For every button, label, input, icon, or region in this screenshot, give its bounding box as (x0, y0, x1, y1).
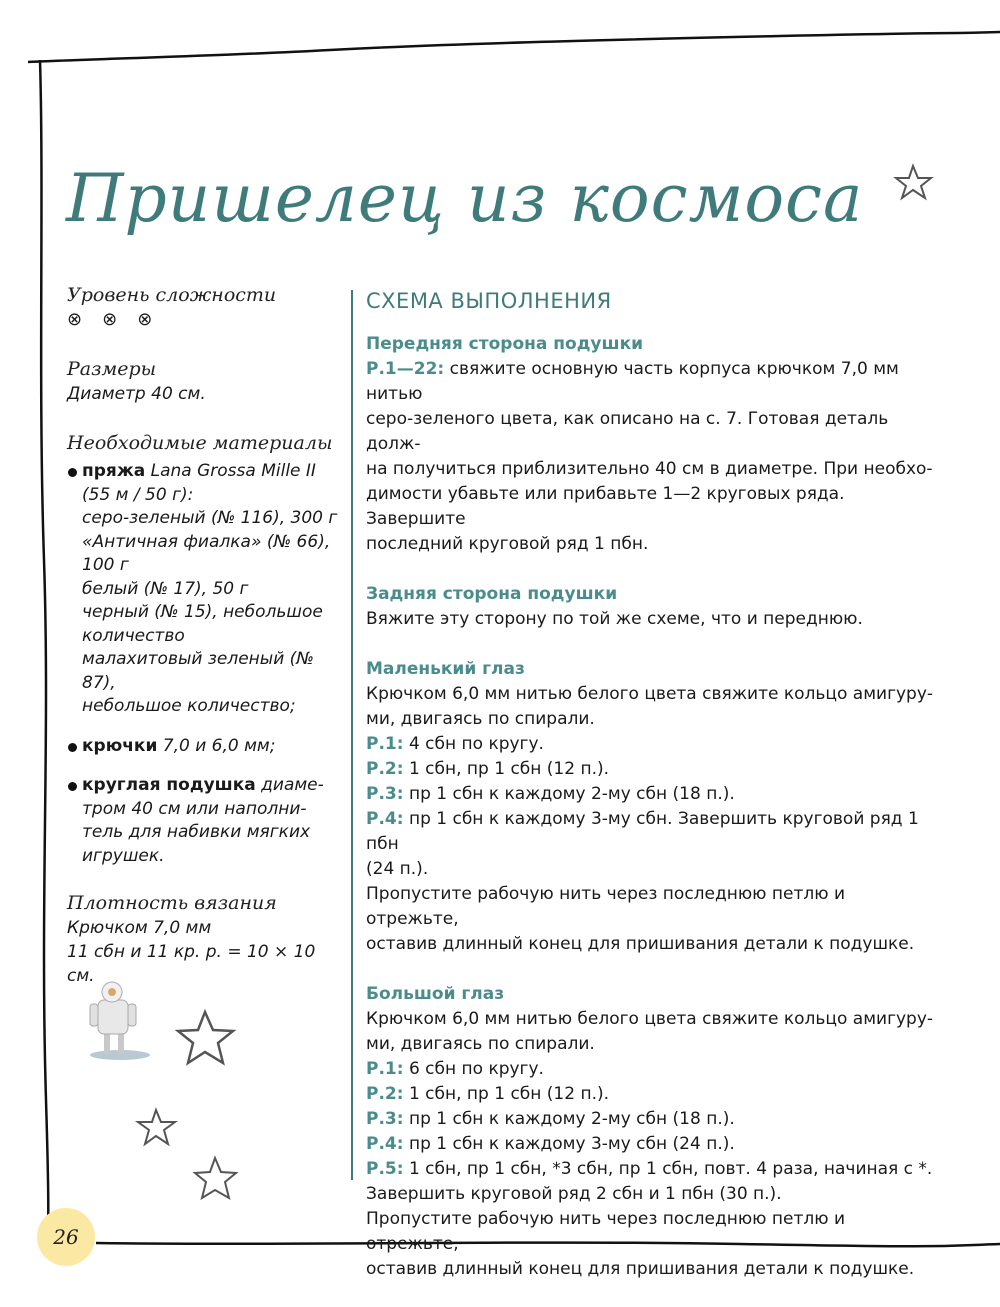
column-divider (351, 290, 353, 1180)
section-title: СХЕМА ВЫПОЛНЕНИЯ (366, 289, 612, 313)
yarn-line: небольшое количество; (82, 696, 296, 716)
materials-heading: Необходимые материалы (67, 432, 333, 454)
yarn-line: «Античная фиалка» (№ 66), (82, 531, 331, 552)
hooks-label: крючки (82, 735, 158, 756)
pillow-line: диаме- (255, 775, 324, 795)
difficulty-heading: Уровень сложности (67, 284, 277, 306)
gauge-line: Крючком 7,0 мм (67, 918, 212, 938)
big-eye-outro: оставив длинный конец для пришивания детали к подушке. (366, 1259, 915, 1279)
big-eye-intro: ми, двигаясь по спирали. (366, 1034, 595, 1054)
big-eye-intro: Крючком 6,0 мм нитью белого цвета свяжите кольцо амигуру- (366, 1009, 934, 1029)
row-text: 6 сбн по кругу. (403, 1059, 544, 1079)
right-column (366, 284, 938, 1307)
row-label: Р.4: (366, 809, 404, 829)
star-icon (178, 1012, 233, 1063)
yarn-line: Lana Grossa Mille II (145, 461, 316, 481)
page-number: 26 (37, 1208, 95, 1266)
small-eye-outro: оставив длинный конец для пришивания детали к подушке. (366, 934, 915, 954)
row-text: 1 сбн, пр 1 сбн (12 п.). (403, 759, 610, 779)
star-icon (896, 166, 931, 198)
front-line: последний круговой ряд 1 пбн. (366, 534, 649, 554)
row-text: 4 сбн по кругу. (403, 734, 544, 754)
front-line: на получиться приблизительно 40 см в диаметре. При необхо- (366, 459, 933, 479)
row-text: пр 1 сбн к каждому 3-му сбн (24 п.). (403, 1134, 735, 1154)
row-continuation: (24 п.). (366, 859, 429, 879)
yarn-line: белый (№ 17), 50 г (82, 578, 249, 599)
page-title: Пришелец из космоса (66, 160, 864, 237)
row-label: Р.1: (366, 734, 404, 754)
back-text: Вяжите эту сторону по той же схеме, что и переднюю. (366, 609, 863, 629)
yarn-line: черный (№ 15), небольшое (82, 602, 323, 622)
row-label: Р.4: (366, 1134, 404, 1154)
row-label: Р.1: (366, 1059, 404, 1079)
small-eye-intro: Крючком 6,0 мм нитью белого цвета свяжите кольцо амигуру- (366, 684, 934, 704)
difficulty-mark-icon: ⊗ (67, 309, 83, 330)
row-text: пр 1 сбн к каждому 3-му сбн. Завершить круговой ряд 1 пбн (366, 809, 919, 854)
difficulty-marks (67, 310, 347, 330)
materials-pillow (67, 774, 347, 868)
row-label: Р.2: (366, 1084, 404, 1104)
gauge-line: 11 сбн и 11 кр. р. = 10 × 10 см. (67, 942, 316, 986)
yarn-line: малахитовый зеленый (№ 87), (82, 649, 314, 693)
difficulty-mark-icon: ⊗ (137, 309, 153, 330)
yarn-line: (55 м / 50 г): (82, 484, 194, 505)
row-label: Р.2: (366, 759, 404, 779)
yarn-line: количество (82, 625, 185, 646)
row-label: Р.5: (366, 1159, 404, 1179)
pillow-line: тель для набивки мягких (82, 822, 311, 842)
row-label: Р.1—22: (366, 359, 445, 379)
small-eye-outro: Пропустите рабочую нить через последнюю петлю и отрежьте, (366, 884, 845, 929)
row-text: 1 сбн, пр 1 сбн, *3 сбн, пр 1 сбн, повт. 4 раза, начиная с *. (403, 1159, 933, 1179)
materials-yarn (67, 460, 347, 719)
pillow-line: тром 40 см или наполни- (82, 798, 307, 819)
row-text: пр 1 сбн к каждому 2-му сбн (18 п.). (403, 1109, 735, 1129)
pillow-line: игрушек. (82, 845, 165, 866)
hooks-text: 7,0 и 6,0 мм; (157, 735, 276, 756)
sizes-block (67, 356, 347, 406)
difficulty-mark-icon: ⊗ (102, 309, 118, 330)
materials-block (67, 430, 347, 868)
sizes-heading: Размеры (67, 358, 157, 380)
front-line: свяжите основную часть корпуса крючком 7,0 мм нитью (366, 359, 899, 404)
front-title: Передняя сторона подушки (366, 334, 644, 354)
row-label: Р.3: (366, 1109, 404, 1129)
yarn-line: 100 г (82, 555, 129, 575)
front-line: димости убавьте или прибавьте 1—2 круговых ряда. Завершите (366, 484, 845, 529)
left-column (67, 282, 347, 1008)
front-line: серо-зеленого цвета, как описано на с. 7. Готовая деталь долж- (366, 409, 889, 454)
gauge-heading: Плотность вязания (67, 892, 277, 914)
small-eye-title: Маленький глаз (366, 659, 525, 679)
front-side-block (366, 332, 938, 557)
pillow-label: круглая подушка (82, 775, 256, 795)
yarn-line: серо-зеленый (№ 116), 300 г (82, 508, 338, 528)
row-text: 1 сбн, пр 1 сбн (12 п.). (403, 1084, 610, 1104)
sizes-text: Диаметр 40 см. (67, 384, 206, 404)
difficulty-block (67, 282, 347, 330)
yarn-label: пряжа (82, 461, 146, 481)
row-text: пр 1 сбн к каждому 2-му сбн (18 п.). (403, 784, 735, 804)
big-eye-outro: Пропустите рабочую нить через последнюю петлю и отрежьте, (366, 1209, 845, 1254)
star-icon (138, 1110, 175, 1144)
row-label: Р.3: (366, 784, 404, 804)
back-title: Задняя сторона подушки (366, 584, 618, 604)
materials-hooks (67, 735, 347, 759)
back-side-block (366, 582, 938, 632)
big-eye-title: Большой глаз (366, 984, 505, 1004)
star-icon (195, 1158, 236, 1198)
big-eye-block (366, 982, 938, 1282)
row-continuation: Завершить круговой ряд 2 сбн и 1 пбн (30 п.). (366, 1184, 782, 1204)
small-eye-block (366, 657, 938, 957)
gauge-block (67, 890, 347, 988)
small-eye-intro: ми, двигаясь по спирали. (366, 709, 595, 729)
